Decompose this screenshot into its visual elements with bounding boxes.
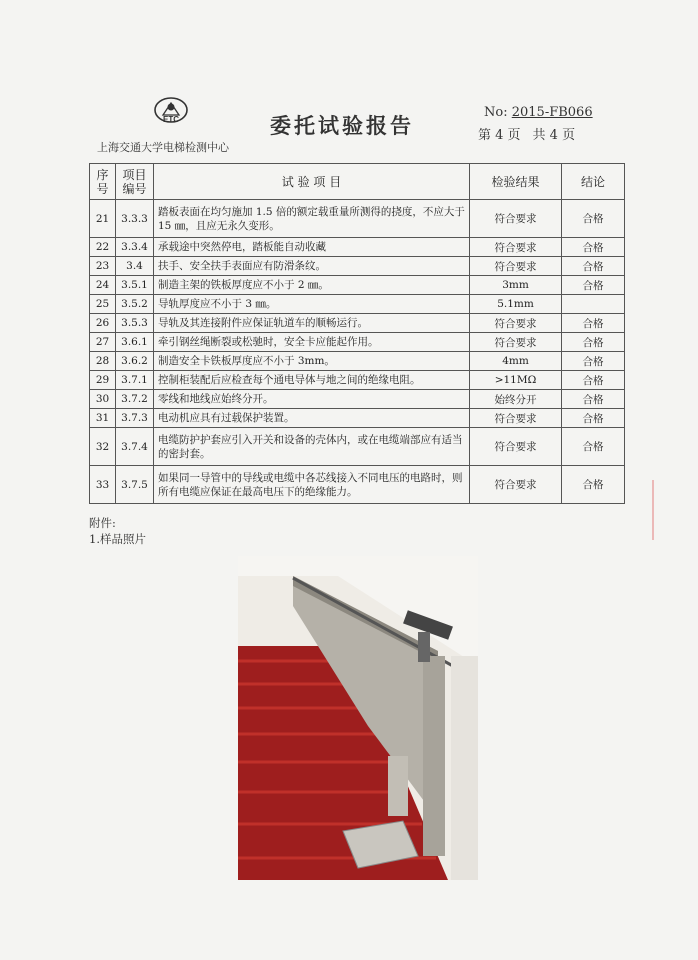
- cell-result: 符合要求: [470, 238, 562, 257]
- cell-seq: 23: [90, 257, 116, 276]
- cell-result: 3mm: [470, 276, 562, 295]
- cell-item: 控制柜装配后应检查每个通电导体与地之间的绝缘电阻。: [154, 371, 470, 390]
- cell-result: 符合要求: [470, 314, 562, 333]
- cell-conclusion: 合格: [562, 466, 625, 504]
- cell-code: 3.7.3: [116, 409, 154, 428]
- cell-code: 3.7.2: [116, 390, 154, 409]
- cell-code: 3.3.3: [116, 200, 154, 238]
- cell-code: 3.5.3: [116, 314, 154, 333]
- seal-mark: [652, 480, 664, 540]
- cell-seq: 31: [90, 409, 116, 428]
- cell-code: 3.7.4: [116, 428, 154, 466]
- table-row: [90, 333, 625, 352]
- header-conclusion: 结论: [562, 164, 625, 200]
- cell-result: 符合要求: [470, 257, 562, 276]
- cell-seq: 21: [90, 200, 116, 238]
- cell-item: 导轨厚度应不小于 3 ㎜。: [154, 295, 470, 314]
- cell-seq: 30: [90, 390, 116, 409]
- attachment-label: 附件:: [89, 516, 116, 530]
- table-row: [90, 466, 625, 504]
- cell-seq: 22: [90, 238, 116, 257]
- header-result: 检验结果: [470, 164, 562, 200]
- svg-text:ETC: ETC: [163, 115, 179, 124]
- cell-result: 4mm: [470, 352, 562, 371]
- cell-conclusion: [562, 295, 625, 314]
- cell-item: 牵引钢丝绳断裂或松驰时，安全卡应能起作用。: [154, 333, 470, 352]
- header-code: 项目 编号: [116, 164, 154, 200]
- cell-conclusion: 合格: [562, 276, 625, 295]
- cell-code: 3.5.1: [116, 276, 154, 295]
- cell-item: 导轨及其连接附件应保证轨道车的顺畅运行。: [154, 314, 470, 333]
- cell-seq: 27: [90, 333, 116, 352]
- cell-item: 制造主架的铁板厚度应不小于 2 ㎜。: [154, 276, 470, 295]
- table-row: [90, 409, 625, 428]
- cell-code: 3.5.2: [116, 295, 154, 314]
- table-row: [90, 371, 625, 390]
- table-row: [90, 276, 625, 295]
- cell-seq: 29: [90, 371, 116, 390]
- header-seq: 序 号: [90, 164, 116, 200]
- table-row: [90, 238, 625, 257]
- table-row: [90, 314, 625, 333]
- cell-conclusion: 合格: [562, 257, 625, 276]
- cell-seq: 26: [90, 314, 116, 333]
- table-row: [90, 352, 625, 371]
- table-row: [90, 390, 625, 409]
- cell-code: 3.6.2: [116, 352, 154, 371]
- cell-result: 符合要求: [470, 428, 562, 466]
- table-header-row: [90, 164, 625, 200]
- sample-photo: [238, 556, 478, 880]
- cell-item: 电缆防护护套应引入开关和设备的壳体内，或在电缆端部应有适当的密封套。: [154, 428, 470, 466]
- table-row: [90, 428, 625, 466]
- cell-item: 扶手、安全扶手表面应有防滑条纹。: [154, 257, 470, 276]
- cell-code: 3.7.5: [116, 466, 154, 504]
- cell-item: 零线和地线应始终分开。: [154, 390, 470, 409]
- cell-conclusion: 合格: [562, 428, 625, 466]
- cell-seq: 33: [90, 466, 116, 504]
- table-row: [90, 257, 625, 276]
- cell-result: 符合要求: [470, 333, 562, 352]
- cell-seq: 24: [90, 276, 116, 295]
- cell-conclusion: 合格: [562, 333, 625, 352]
- cell-conclusion: 合格: [562, 314, 625, 333]
- cell-conclusion: 合格: [562, 352, 625, 371]
- cell-conclusion: 合格: [562, 409, 625, 428]
- cell-result: >11MΩ: [470, 371, 562, 390]
- cell-code: 3.3.4: [116, 238, 154, 257]
- cell-result: 符合要求: [470, 200, 562, 238]
- cell-conclusion: 合格: [562, 200, 625, 238]
- attachment-section: [89, 515, 146, 547]
- organization-name: 上海交通大学电梯检测中心: [97, 141, 229, 154]
- table-row: [90, 200, 625, 238]
- cell-item: 承载途中突然停电，踏板能自动收藏: [154, 238, 470, 257]
- cell-seq: 32: [90, 428, 116, 466]
- table-row: [90, 295, 625, 314]
- cell-code: 3.6.1: [116, 333, 154, 352]
- cell-item: 制造安全卡铁板厚度应不小于 3mm。: [154, 352, 470, 371]
- cell-conclusion: 合格: [562, 390, 625, 409]
- page-indicator: 第 4 页 共 4 页: [478, 128, 576, 143]
- cell-result: 5.1mm: [470, 295, 562, 314]
- cell-conclusion: 合格: [562, 238, 625, 257]
- header-item: 试 验 项 目: [154, 164, 470, 200]
- cell-result: 符合要求: [470, 409, 562, 428]
- cell-item: 踏板表面在均匀施加 1.5 倍的额定载重量所测得的挠度，不应大于 15 ㎜，且应无永久变形。: [154, 200, 470, 238]
- cell-item: 如果同一导管中的导线或电缆中各芯线接入不同电压的电路时，则所有电缆应保证在最高电压下的绝缘能力。: [154, 466, 470, 504]
- cell-item: 电动机应具有过载保护装置。: [154, 409, 470, 428]
- cell-result: 始终分开: [470, 390, 562, 409]
- cell-code: 3.4: [116, 257, 154, 276]
- attachment-item: 1.样品照片: [89, 532, 146, 546]
- page-title: 委托试验报告: [270, 113, 414, 138]
- results-table: [89, 163, 625, 504]
- cell-code: 3.7.1: [116, 371, 154, 390]
- cell-seq: 28: [90, 352, 116, 371]
- report-number: No: 2015-FB066: [484, 105, 593, 120]
- cell-seq: 25: [90, 295, 116, 314]
- etc-logo: [153, 95, 189, 125]
- cell-result: 符合要求: [470, 466, 562, 504]
- cell-conclusion: 合格: [562, 371, 625, 390]
